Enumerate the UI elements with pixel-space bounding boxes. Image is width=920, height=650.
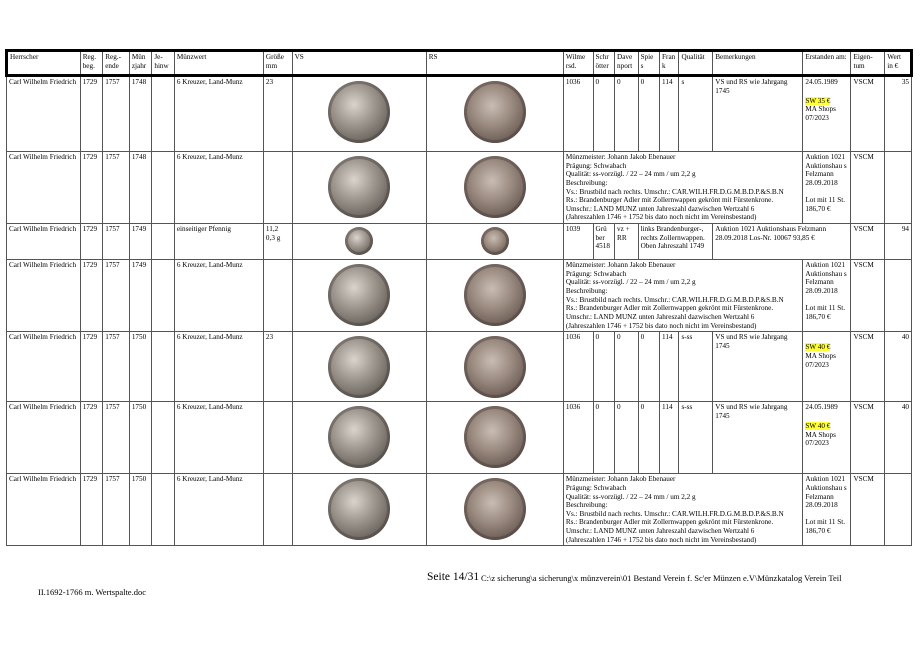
size-cell (263, 152, 292, 224)
column-header: VS (292, 51, 426, 76)
table-row (7, 474, 912, 546)
spies-cell: 0 (638, 332, 659, 402)
table-row (7, 224, 912, 260)
ruler-cell: Carl Wilhelm Friedrich (7, 332, 81, 402)
mint-year-cell: 1748 (129, 152, 152, 224)
column-header: Wert in € (885, 51, 912, 76)
note-cell (152, 76, 175, 152)
description-cell: Münzmeister: Johann Jakob Ebenauer Prägung: Schwabach Qualität: ss-vorzügl. / 22 – 24 mm / um 2,2 g Beschreibung: Vs.: Brustbild nach rechts. Umschr.: CAR.WILH.FR.D.G.M.B.D.P.&S.B.N Rs.: Brandenburger Adler mit Zollernwappen gekrönt mit Fürstenkrone. Umschr.: LAND MUNZ unten Jahreszahl dazwischen Wertzahl 6 (Jahreszahlen 1746 + 1752 bis dato noch nicht im Vereinsbestand) (563, 260, 802, 332)
note-cell (152, 224, 175, 260)
acquired-cell (803, 260, 851, 332)
acquired-source: MA Shops 07/2023 (805, 105, 836, 122)
column-header: Münzwert (174, 51, 263, 76)
davenport-cell: 0 (615, 76, 639, 152)
davenport-cell: vz + RR (615, 224, 639, 260)
column-header: Qualität (679, 51, 713, 76)
remarks-cell: VS und RS wie Jahrgang 1745 (713, 402, 803, 474)
table-header-row (7, 51, 912, 76)
obverse-coin-image (328, 336, 390, 398)
obverse-coin-image (345, 227, 373, 255)
mint-year-cell: 1750 (129, 402, 152, 474)
column-header: Eigen- tum (851, 51, 885, 76)
wilmersdoerffer-cell: 1036 (563, 402, 593, 474)
acquired-date: Auktion 1021 Auktionshau s Felzmann 28.09.2018 Lot mit 11 St. 186,70 € (805, 261, 847, 321)
column-header: Schr ötter (593, 51, 614, 76)
coin-catalog-table (5, 49, 913, 546)
rs-image-cell (426, 474, 563, 546)
value-eur-cell (885, 474, 912, 546)
obverse-coin-image (328, 81, 390, 143)
column-header: Reg. beg. (80, 51, 103, 76)
denomination-cell: 6 Kreuzer, Land-Munz (174, 474, 263, 546)
size-cell (263, 260, 292, 332)
reign-end-cell: 1757 (103, 224, 130, 260)
size-cell (263, 474, 292, 546)
rs-image-cell (426, 224, 563, 260)
size-cell: 23 (263, 76, 292, 152)
size-cell: 11,2 0,3 g (263, 224, 292, 260)
obverse-coin-image (328, 264, 390, 326)
reverse-coin-image (464, 81, 526, 143)
reign-begin-cell: 1729 (80, 224, 103, 260)
rs-image-cell (426, 402, 563, 474)
column-header: Spie s (638, 51, 659, 76)
davenport-cell: 0 (615, 332, 639, 402)
mint-year-cell: 1750 (129, 474, 152, 546)
reign-end-cell: 1757 (103, 332, 130, 402)
reign-end-cell: 1757 (103, 76, 130, 152)
column-header: Größe mm (263, 51, 292, 76)
vs-image-cell (292, 402, 426, 474)
vs-image-cell (292, 76, 426, 152)
size-cell (263, 402, 292, 474)
rs-image-cell (426, 260, 563, 332)
schroetter-cell: Grü ber 4518 (593, 224, 614, 260)
reign-end-cell: 1757 (103, 152, 130, 224)
ownership-cell: VSCM (851, 474, 885, 546)
acquired-date: 24.05.1989 (805, 78, 838, 86)
page-number: Seite 14/31 (427, 571, 480, 583)
quality-cell: s-ss (679, 332, 713, 402)
schroetter-cell: 0 (593, 76, 614, 152)
value-eur-cell (885, 152, 912, 224)
reign-begin-cell: 1729 (80, 474, 103, 546)
wilmersdoerffer-cell: 1039 (563, 224, 593, 260)
reign-begin-cell: 1729 (80, 402, 103, 474)
reign-begin-cell: 1729 (80, 332, 103, 402)
ruler-cell: Carl Wilhelm Friedrich (7, 152, 81, 224)
table-row (7, 152, 912, 224)
ruler-cell: Carl Wilhelm Friedrich (7, 402, 81, 474)
acquired-date: Auktion 1021 Auktionshau s Felzmann 28.09.2018 Lot mit 11 St. 186,70 € (805, 475, 847, 536)
vs-image-cell (292, 152, 426, 224)
acquisition-cell: Auktion 1021 Auktionshaus Felzmann 28.09.2018 Los-Nr. 10067 93,85 € (713, 224, 851, 260)
acquired-source: MA Shops 07/2023 (805, 351, 836, 369)
frank-cell: 114 (660, 332, 679, 402)
description-cell: Münzmeister: Johann Jakob Ebenauer Prägung: Schwabach Qualität: ss-vorzügl. / 22 – 24 mm / um 2,2 g Beschreibung: Vs.: Brustbild nach rechts. Umschr.: CAR.WILH.FR.D.G.M.B.D.P.&S.B.N Rs.: Brandenburger Adler mit Zollernwappen gekrönt mit Fürstenkrone. Umschr.: LAND MUNZ unten Jahreszahl dazwischen Wertzahl 6 (Jahreszahlen 1746 + 1752 bis dato noch nicht im Vereinsbestand) (563, 474, 802, 546)
note-cell (152, 260, 175, 332)
column-header: Wilme rsd. (563, 51, 593, 76)
acquired-cell (803, 402, 851, 474)
column-header: Reg.-ende (103, 51, 130, 76)
acquired-source: MA Shops 07/2023 (805, 430, 836, 448)
value-eur-cell: 40 (885, 332, 912, 402)
table-body (7, 76, 912, 546)
mint-year-cell: 1749 (129, 224, 152, 260)
ownership-cell: VSCM (851, 402, 885, 474)
rs-image-cell (426, 76, 563, 152)
vs-image-cell (292, 332, 426, 402)
value-eur-cell: 40 (885, 402, 912, 474)
wilmersdoerffer-cell: 1036 (563, 332, 593, 402)
denomination-cell: 6 Kreuzer, Land-Munz (174, 260, 263, 332)
note-cell (152, 402, 175, 474)
vs-image-cell (292, 474, 426, 546)
description-cell: Münzmeister: Johann Jakob Ebenauer Prägung: Schwabach Qualität: ss-vorzügl. / 22 – 24 mm / um 2,2 g Beschreibung: Vs.: Brustbild nach rechts. Umschr.: CAR.WILH.FR.D.G.M.B.D.P.&S.B.N Rs.: Brandenburger Adler mit Zollernwappen gekrönt mit Fürstenkrone. Umschr.: LAND MUNZ unten Jahreszahl dazwischen Wertzahl 6 (Jahreszahlen 1746 + 1752 bis dato noch nicht im Vereinsbestand) (563, 152, 802, 224)
value-eur-cell (885, 260, 912, 332)
reign-end-cell: 1757 (103, 474, 130, 546)
spies-cell: 0 (638, 402, 659, 474)
denomination-cell: 6 Kreuzer, Land-Munz (174, 402, 263, 474)
size-cell: 23 (263, 332, 292, 402)
table-row (7, 260, 912, 332)
reign-end-cell: 1757 (103, 260, 130, 332)
column-header: Je- hinw (152, 51, 175, 76)
column-header: RS (426, 51, 563, 76)
note-cell (152, 474, 175, 546)
reverse-coin-image (464, 264, 526, 326)
column-header: Bemerkungen (713, 51, 803, 76)
acquired-date: Auktion 1021 Auktionshau s Felzmann 28.09.2018 Lot mit 11 St. 186,70 € (805, 153, 847, 213)
estimated-value-highlight: SW 35 € (805, 96, 831, 105)
table-row (7, 76, 912, 152)
reign-begin-cell: 1729 (80, 260, 103, 332)
ownership-cell: VSCM (851, 76, 885, 152)
rs-image-cell (426, 152, 563, 224)
column-header: Dave nport (615, 51, 639, 76)
acquired-cell (803, 76, 851, 152)
obverse-coin-image (328, 406, 390, 468)
spies-cell: 0 (638, 76, 659, 152)
remarks-cell: VS und RS wie Jahrgang 1745 (713, 76, 803, 152)
reverse-coin-image (481, 227, 509, 255)
ruler-cell: Carl Wilhelm Friedrich (7, 76, 81, 152)
column-header: Fran k (660, 51, 679, 76)
schroetter-cell: 0 (593, 402, 614, 474)
obverse-coin-image (328, 478, 390, 540)
obverse-coin-image (328, 156, 390, 218)
column-header: Herrscher (7, 51, 81, 76)
denomination-cell: 6 Kreuzer, Land-Munz (174, 332, 263, 402)
quality-cell: s-ss (679, 402, 713, 474)
column-header: Erstanden am: (803, 51, 851, 76)
ruler-cell: Carl Wilhelm Friedrich (7, 474, 81, 546)
note-cell (152, 152, 175, 224)
file-name: II.1692-1766 m. Wertspalte.doc (38, 587, 146, 597)
estimated-value-highlight: SW 40 € (805, 343, 831, 352)
remarks-cell: VS und RS wie Jahrgang 1745 (713, 332, 803, 402)
rs-image-cell (426, 332, 563, 402)
reign-begin-cell: 1729 (80, 152, 103, 224)
column-header: Mün zjahr (129, 51, 152, 76)
acquired-date: 24.05.1989 (805, 403, 838, 412)
denomination-cell: 6 Kreuzer, Land-Munz (174, 152, 263, 224)
vs-image-cell (292, 224, 426, 260)
reverse-coin-image (464, 406, 526, 468)
value-eur-cell: 35 (885, 76, 912, 152)
ownership-cell: VSCM (851, 224, 885, 260)
frank-cell: 114 (660, 402, 679, 474)
note-cell (152, 332, 175, 402)
table-row (7, 332, 912, 402)
ownership-cell: VSCM (851, 332, 885, 402)
estimated-value-highlight: SW 40 € (805, 421, 831, 430)
wilmersdoerffer-cell: 1036 (563, 76, 593, 152)
acquired-cell (803, 474, 851, 546)
acquired-cell (803, 152, 851, 224)
davenport-cell: 0 (615, 402, 639, 474)
denomination-cell: 6 Kreuzer, Land-Munz (174, 76, 263, 152)
ruler-cell: Carl Wilhelm Friedrich (7, 224, 81, 260)
ruler-cell: Carl Wilhelm Friedrich (7, 260, 81, 332)
reverse-coin-image (464, 336, 526, 398)
mint-year-cell: 1750 (129, 332, 152, 402)
ownership-cell: VSCM (851, 152, 885, 224)
mint-year-cell: 1749 (129, 260, 152, 332)
acquired-cell (803, 332, 851, 402)
mint-year-cell: 1748 (129, 76, 152, 152)
table-row (7, 402, 912, 474)
frank-cell: 114 (660, 76, 679, 152)
reverse-coin-image (464, 156, 526, 218)
schroetter-cell: 0 (593, 332, 614, 402)
denomination-cell: einseitiger Pfennig (174, 224, 263, 260)
ownership-cell: VSCM (851, 260, 885, 332)
reign-end-cell: 1757 (103, 402, 130, 474)
value-eur-cell: 94 (885, 224, 912, 260)
vs-image-cell (292, 260, 426, 332)
reverse-coin-image (464, 478, 526, 540)
reign-begin-cell: 1729 (80, 76, 103, 152)
quality-cell: s (679, 76, 713, 152)
file-path: C:\z sicherung\a sicherung\x münzverein\01 Bestand Verein f. Sc'er Münzen e.V\Münzkatalog Verein Teil (481, 573, 842, 583)
remarks-cell: links Brandenburger-, rechts Zollernwappen. Oben Jahreszahl 1749 (638, 224, 713, 260)
